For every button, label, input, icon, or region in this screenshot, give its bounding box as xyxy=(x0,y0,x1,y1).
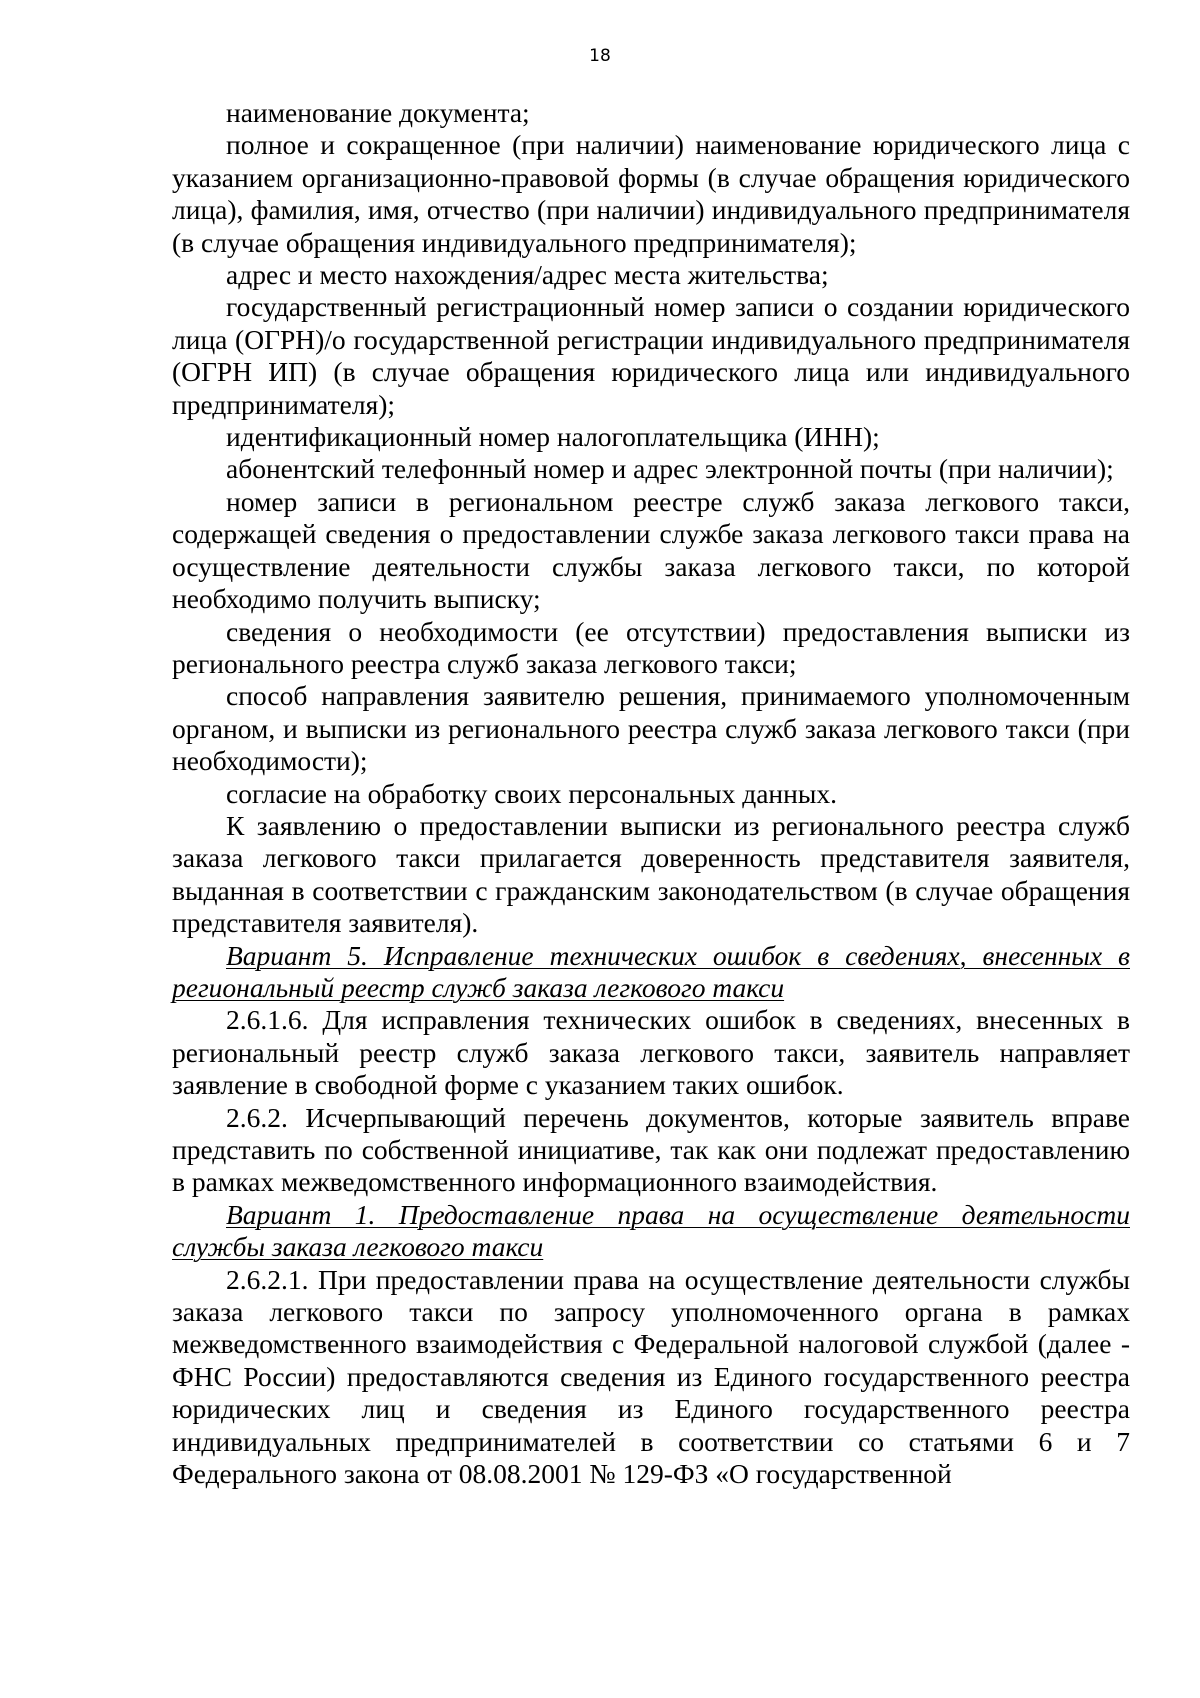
paragraph: абонентский телефонный номер и адрес электронной почты (при наличии); xyxy=(226,453,1114,485)
paragraph: адрес и место нахождения/адрес места жительства; xyxy=(226,259,829,291)
paragraph: 2.6.1.6. Для исправления технических ошибок в сведениях, внесенных в региональный реестр служб заказа легкового такси, заявитель направляет заявление в свободной форме с указанием таких ошибок. xyxy=(172,1004,1130,1101)
paragraph: полное и сокращенное (при наличии) наименование юридического лица с указанием организационно-правовой формы (в случае обращения юридического лица), фамилия, имя, отчество (при наличии) индивидуального предпринимателя (в случае обращения индивидуального предпринимателя); xyxy=(172,129,1130,258)
paragraph: идентификационный номер налогоплательщика (ИНН); xyxy=(226,421,880,453)
paragraph: 2.6.2.1. При предоставлении права на осуществление деятельности службы заказа легкового такси по запросу уполномоченного органа в рамках межведомственного взаимодействия с Федеральной налоговой службой (далее - ФНС России) предоставляются сведения из Единого государственного реестра юридических лиц и сведения из Единого государственного реестра индивидуальных предпринимателей в соответствии со статьями 6 и 7 Федерального закона от 08.08.2001 № 129-ФЗ «О государственной xyxy=(172,1263,1130,1490)
paragraph: государственный регистрационный номер записи о создании юридического лица (ОГРН)/о государственной регистрации индивидуального предпринимателя (ОГРН ИП) (в случае обращения юридического лица или индивидуального предпринимателя); xyxy=(172,291,1130,420)
document-body xyxy=(172,97,1130,1490)
page-number: 18 xyxy=(589,46,611,66)
paragraph: сведения о необходимости (ее отсутствии) предоставления выписки из регионального реестра служб заказа легкового такси; xyxy=(172,615,1130,679)
paragraph: согласие на обработку своих персональных данных. xyxy=(226,777,837,809)
paragraph: К заявлению о предоставлении выписки из регионального реестра служб заказа легкового такси прилагается доверенность представителя заявителя, выданная в соответствии с гражданским законодательством (в случае обращения представителя заявителя). xyxy=(172,809,1130,939)
paragraph: способ направления заявителю решения, принимаемого уполномоченным органом, и выписки из регионального реестра служб заказа легкового такси (при необходимости); xyxy=(172,680,1130,777)
paragraph: номер записи в региональном реестре служб заказа легкового такси, содержащей сведения о предоставлении службе заказа легкового такси права на осуществление деятельности службы заказа легкового такси, по которой необходимо получить выписку; xyxy=(172,485,1130,615)
paragraph: 2.6.2. Исчерпывающий перечень документов, которые заявитель вправе представить по собственной инициативе, так как они подлежат предоставлению в рамках межведомственного информационного взаимодействия. xyxy=(172,1101,1130,1198)
variant-heading: Вариант 5. Исправление технических ошибок в сведениях, внесенных в региональный реестр служб заказа легкового такси xyxy=(172,939,1130,1003)
paragraph: наименование документа; xyxy=(226,97,530,128)
variant-heading: Вариант 1. Предоставление права на осуществление деятельности службы заказа легкового такси xyxy=(172,1198,1130,1263)
